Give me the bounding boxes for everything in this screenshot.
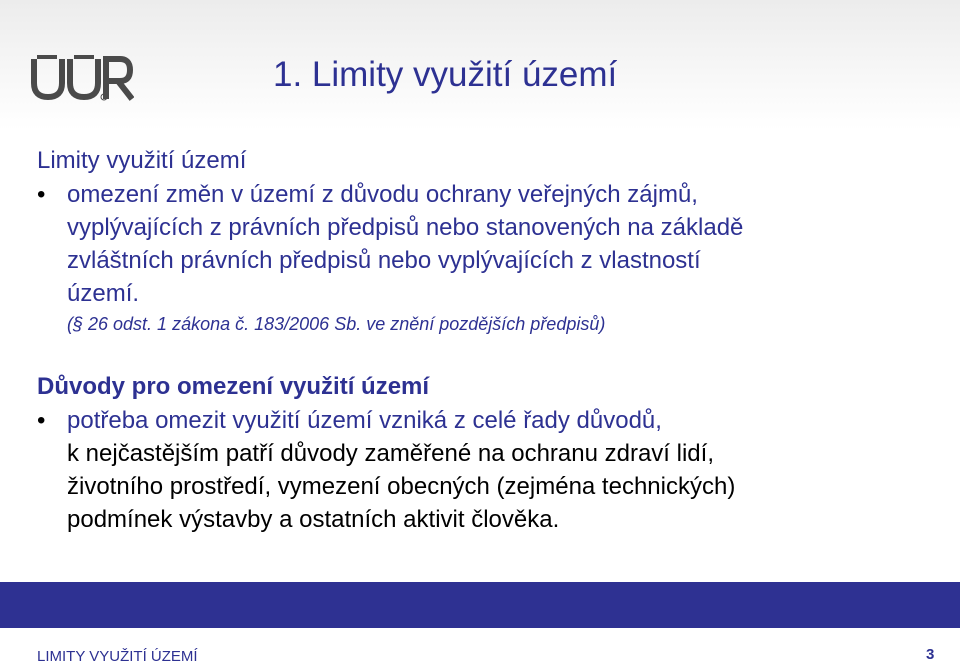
bullet-line: vyplývajících z právních předpisů nebo stanovených na základě bbox=[67, 214, 744, 241]
footer-bar bbox=[0, 582, 960, 628]
section-limits bbox=[37, 146, 937, 335]
bullet-dot: • bbox=[37, 181, 46, 208]
bullet-reasons bbox=[37, 404, 937, 437]
bullet-line: potřeba omezit využití území vzniká z celé řady důvodů, bbox=[67, 407, 662, 434]
legal-note: (§ 26 odst. 1 zákona č. 183/2006 Sb. ve znění pozdějších předpisů) bbox=[67, 314, 606, 334]
bullet-line: omezení změn v území z důvodu ochrany veřejných zájmů, bbox=[67, 181, 698, 208]
section-heading-limits: Limity využití území bbox=[37, 147, 247, 174]
bullet-line: k nejčastějším patří důvody zaměřené na ochranu zdraví lidí, bbox=[67, 440, 714, 467]
bullet-line: zvláštních právních předpisů nebo vyplývajících z vlastností bbox=[67, 247, 701, 274]
bullet-line: podmínek výstavby a ostatních aktivit člověka. bbox=[67, 506, 560, 533]
footer-label: LIMITY VYUŽITÍ ÚZEMÍ bbox=[37, 648, 198, 665]
section-reasons bbox=[37, 372, 937, 536]
bullet-line: životního prostředí, vymezení obecných (zejména technických) bbox=[67, 473, 736, 500]
uur-logo bbox=[30, 53, 134, 101]
bullet-limits-definition bbox=[37, 178, 937, 310]
bullet-line: území. bbox=[67, 280, 140, 307]
page-number: 3 bbox=[926, 646, 935, 663]
section-heading-reasons: Důvody pro omezení využití území bbox=[37, 373, 430, 400]
bullet-dot: • bbox=[37, 407, 46, 434]
slide-title: 1. Limity využití území bbox=[273, 55, 618, 94]
